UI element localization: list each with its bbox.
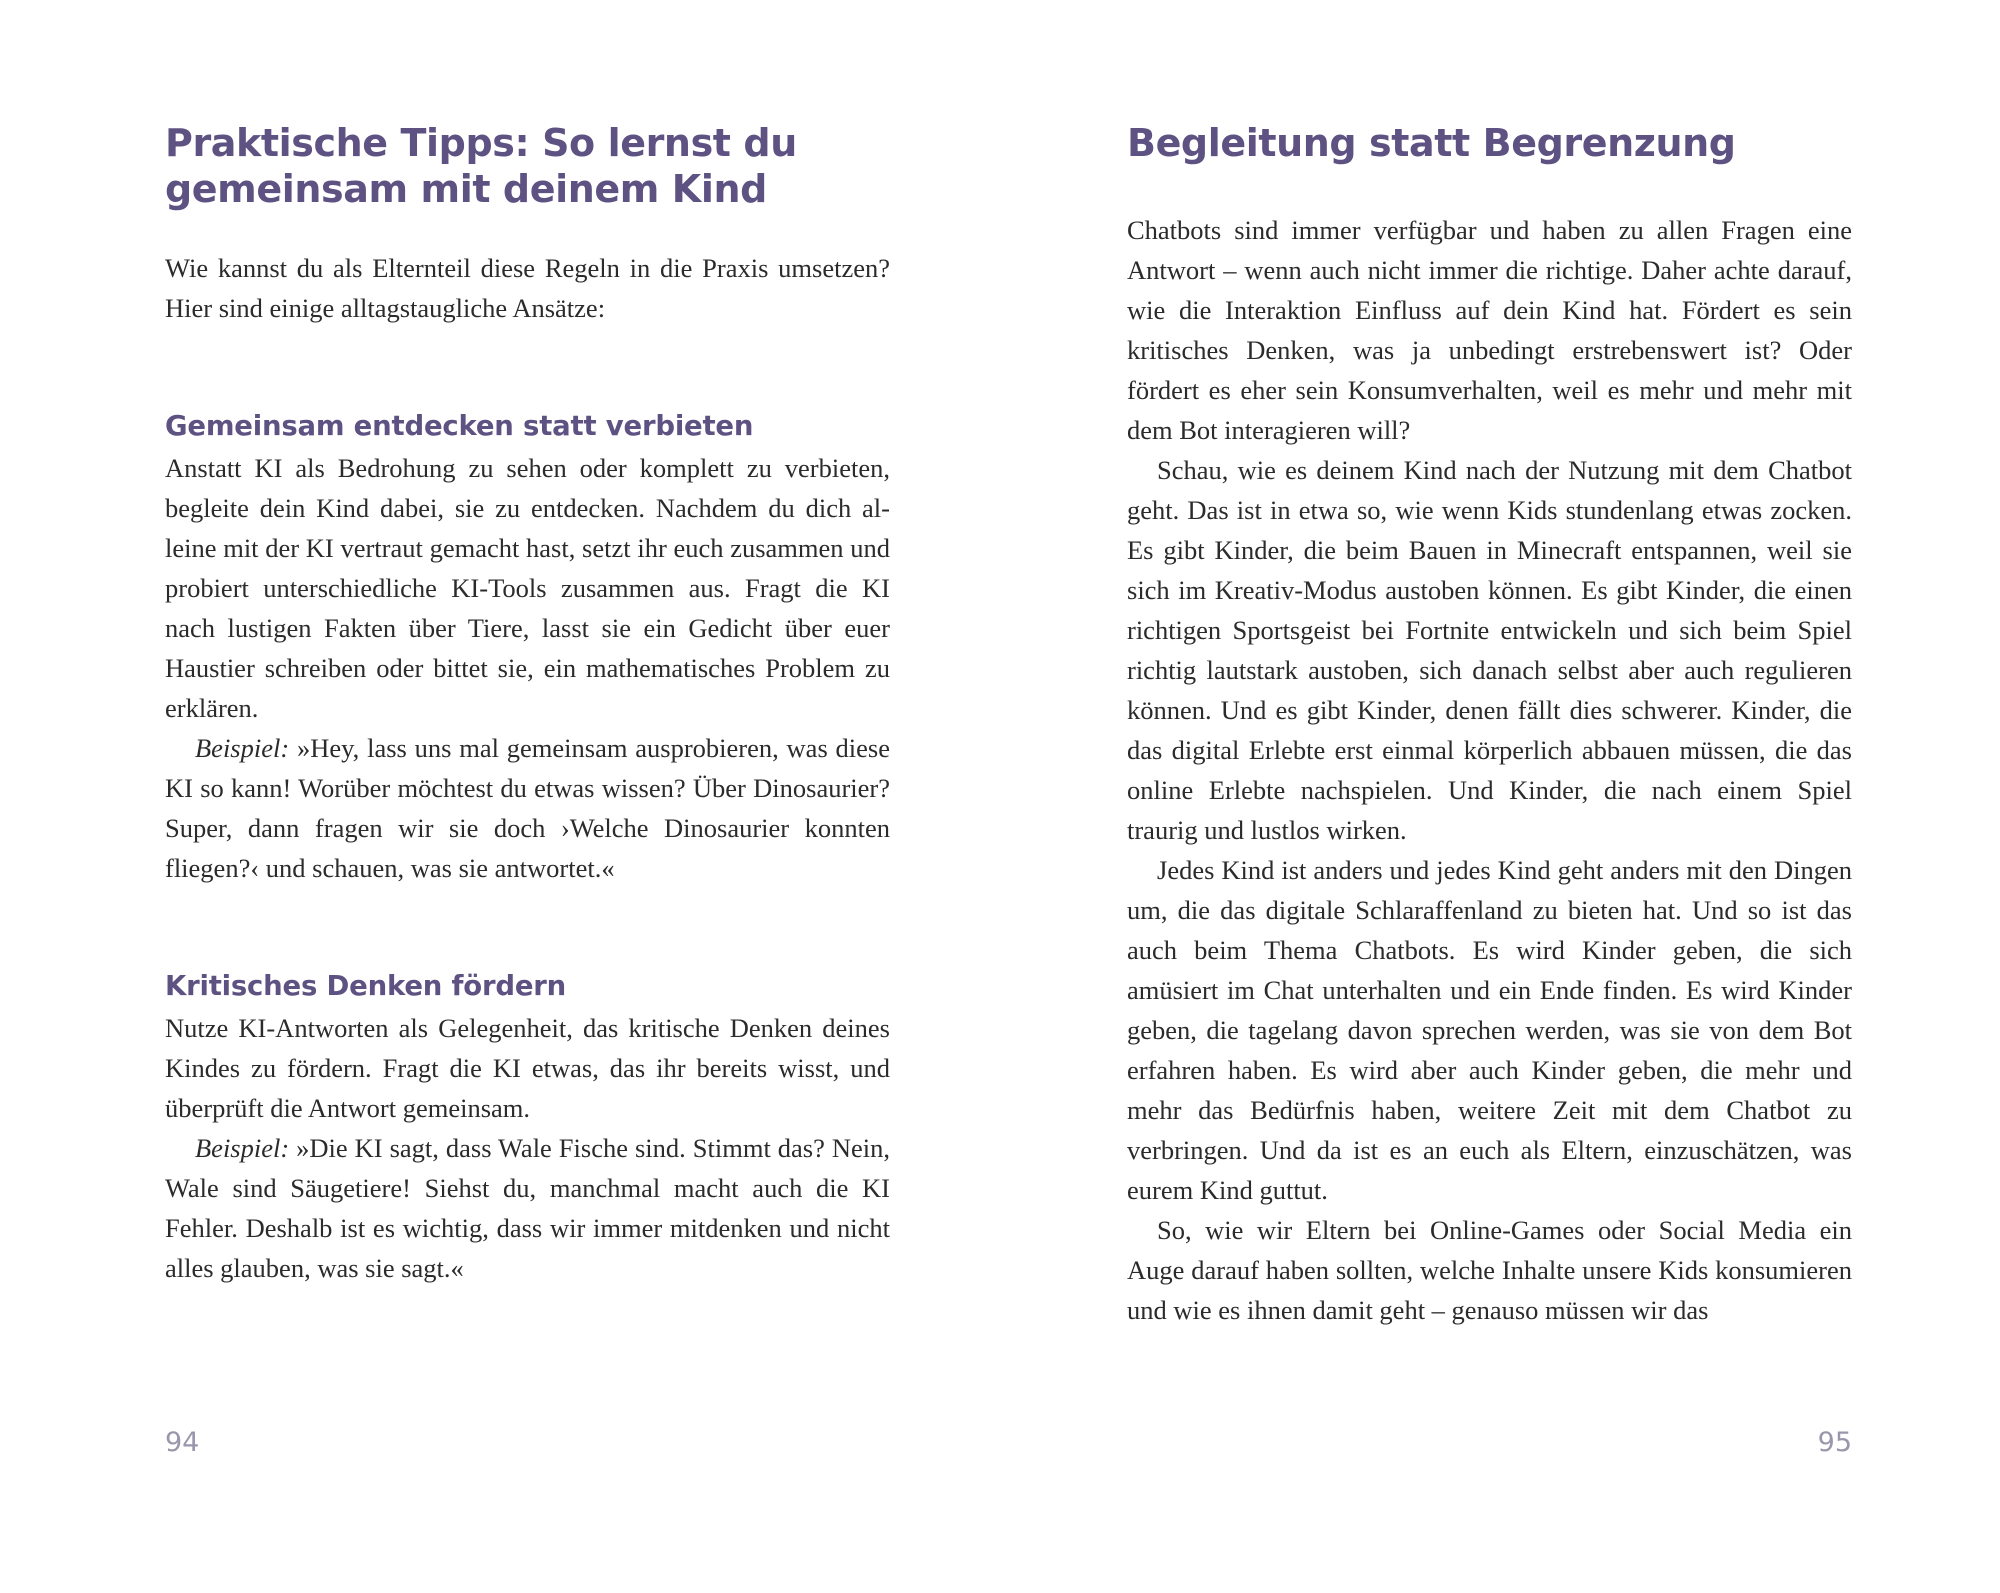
section-heading: Gemeinsam entdecken statt verbieten — [165, 410, 754, 442]
right-page — [1127, 0, 1852, 1593]
body-paragraph: So, wie wir Eltern bei Online-Games oder Social Media ein Auge darauf haben sollten, welche Inhalte unsere Kids konsumieren und wie es ihnen damit geht – genauso müssen wir das — [1127, 1215, 1852, 1325]
section-body-block — [165, 1008, 890, 1288]
example-text: »Die KI sagt, dass Wale Fische sind. Stimmt das? Nein, Wale sind Säugetiere! Siehst du, manchmal macht auch die KI Fehler. Deshalb ist es wichtig, dass wir immer mitdenken und nicht alles glauben, was sie sagt.« — [165, 1133, 890, 1283]
body-paragraph: Schau, wie es deinem Kind nach der Nutzung mit dem Chatbot geht. Das ist in etwa so, wie wenn Kids stundenlang etwas zocken. Es gibt Kinder, die beim Bauen in Minecraft entspannen, weil sie sich im Kreativ-Modus austoben können. Es gibt Kinder, die einen richtigen Sportsgeist bei Fortnite entwickeln und sich beim Spiel richtig lautstark austoben, sich danach selbst aber auch regulieren können. Und es gibt Kinder, denen fällt dies schwerer. Kinder, die das digital Erlebte erst einmal körperlich abbauen müssen, die das online Erlebte nachspielen. Und Kinder, die nach einem Spiel traurig und lustlos wirken. — [1127, 455, 1852, 845]
chapter-title: Begleitung statt Begrenzung — [1127, 121, 1736, 165]
example-paragraph — [165, 728, 890, 888]
page-number: 95 — [1817, 1427, 1852, 1458]
body-paragraph: Jedes Kind ist anders und jedes Kind geht anders mit den Dingen um, die das digitale Schlaraffenland zu bieten hat. Und so ist das auch beim Thema Chatbots. Es wird Kinder geben, die sich amüsiert im Chat unterhalten und ein Ende finden. Es wird Kinder geben, die tagelang davon sprechen werden, was sie von dem Bot erfahren haben. Es wird aber auch Kinder geben, die mehr und mehr das Bedürfnis haben, weitere Zeit mit dem Chatbot zu verbringen. Und da ist es an euch als Eltern, einzuschätzen, was eurem Kind guttut. — [1127, 855, 1852, 1205]
section-body-block — [165, 448, 890, 888]
right-body-block — [1127, 210, 1852, 1330]
body-paragraph: Chatbots sind immer verfügbar und haben zu allen Fragen eine Antwort – wenn auch nicht immer die richtige. Daher achte darauf, wie die Interaktion Einfluss auf dein Kind hat. Fördert es sein kritisches Denken, was ja unbedingt erstrebenswert ist? Oder fördert es eher sein Konsumverhalten, weil es mehr und mehr mit dem Bot interagieren will? — [1127, 215, 1852, 445]
example-label: Beispiel: — [195, 1133, 290, 1163]
body-paragraph: Nutze KI-Antworten als Gelegenheit, das kritische Denken deines Kindes zu fördern. Fragt die KI etwas, das ihr bereits wisst, und überprüft die Antwort gemeinsam. — [165, 1013, 890, 1123]
chapter-title: Praktische Tipps: So lernst du gemeinsam mit deinem Kind — [165, 121, 797, 211]
body-paragraph: Anstatt KI als Bedrohung zu sehen oder komplett zu verbieten, begleite dein Kind dabei, sie zu entdecken. Nachdem du dich alleine mit der KI vertraut gemacht hast, setzt ihr euch zusammen und probiert unterschiedliche KI-Tools zusammen aus. Fragt die KI nach lustigen Fakten über Tiere, lasst sie ein Gedicht über euer Haustier schreiben oder bittet sie, ein mathematisches Problem zu erklären. — [165, 453, 890, 723]
page-number: 94 — [165, 1427, 200, 1458]
left-page — [165, 0, 890, 1593]
intro-block — [165, 248, 890, 328]
example-paragraph — [165, 1128, 890, 1288]
example-label: Beispiel: — [195, 733, 290, 763]
example-text: »Hey, lass uns mal gemeinsam ausprobieren, was diese KI so kann! Worüber möchtest du etwas wissen? Über Dinosaurier? Super, dann fragen wir sie doch ›Welche Dinosaurier konnten fliegen?‹ und schauen, was sie antwortet.« — [165, 733, 890, 883]
intro-paragraph: Wie kannst du als Elternteil diese Regeln in die Praxis umsetzen? Hier sind einige alltagstaugliche Ansätze: — [165, 253, 890, 323]
section-heading: Kritisches Denken fördern — [165, 970, 567, 1002]
